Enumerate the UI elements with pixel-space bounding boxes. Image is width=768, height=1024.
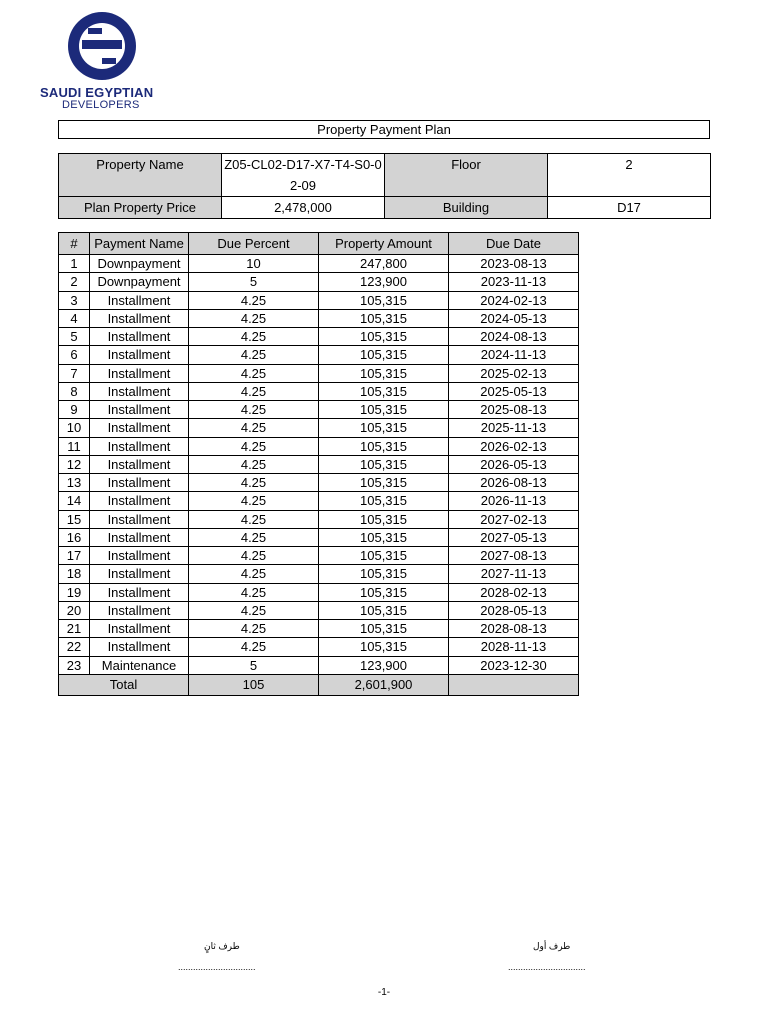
due-percent-cell: 4.25	[189, 437, 319, 455]
property-amount-header: Property Amount	[319, 233, 449, 255]
row-number-cell: 12	[59, 455, 90, 473]
property-amount-cell: 123,900	[319, 656, 449, 674]
due-percent-cell: 4.25	[189, 455, 319, 473]
due-percent-cell: 4.25	[189, 547, 319, 565]
due-date-cell: 2023-08-13	[449, 255, 579, 273]
payment-name-cell: Downpayment	[90, 255, 189, 273]
due-date-cell: 2025-02-13	[449, 364, 579, 382]
due-date-cell: 2025-08-13	[449, 401, 579, 419]
logo-text-line2: DEVELOPERS	[62, 99, 140, 111]
due-percent-cell: 4.25	[189, 474, 319, 492]
table-row	[59, 419, 579, 437]
due-date-cell: 2024-05-13	[449, 309, 579, 327]
due-date-cell: 2025-11-13	[449, 419, 579, 437]
due-percent-cell: 4.25	[189, 620, 319, 638]
property-amount-cell: 123,900	[319, 273, 449, 291]
row-number-cell: 5	[59, 328, 90, 346]
property-name-line1: Z05-CL02-D17-X7-T4-S0-0	[224, 157, 382, 172]
payment-name-cell: Installment	[90, 492, 189, 510]
due-date-cell: 2025-05-13	[449, 382, 579, 400]
due-percent-cell: 4.25	[189, 565, 319, 583]
total-empty-cell	[449, 674, 579, 695]
table-header-row	[59, 233, 579, 255]
payment-name-cell: Installment	[90, 291, 189, 309]
row-number-cell: 10	[59, 419, 90, 437]
payment-name-header: Payment Name	[90, 233, 189, 255]
property-amount-cell: 105,315	[319, 401, 449, 419]
due-date-cell: 2027-08-13	[449, 547, 579, 565]
due-percent-cell: 4.25	[189, 528, 319, 546]
logo-text-line1: SAUDI EGYPTIAN	[40, 85, 154, 100]
due-percent-cell: 4.25	[189, 601, 319, 619]
payment-name-cell: Installment	[90, 528, 189, 546]
row-number-cell: 16	[59, 528, 90, 546]
row-number-cell: 21	[59, 620, 90, 638]
property-amount-cell: 105,315	[319, 291, 449, 309]
payment-name-cell: Installment	[90, 583, 189, 601]
table-row	[59, 474, 579, 492]
payment-name-cell: Installment	[90, 455, 189, 473]
row-number-cell: 15	[59, 510, 90, 528]
property-amount-cell: 105,315	[319, 455, 449, 473]
due-date-cell: 2028-02-13	[449, 583, 579, 601]
table-row	[59, 528, 579, 546]
property-name-label: Property Name	[59, 154, 222, 197]
table-row	[59, 656, 579, 674]
due-percent-cell: 4.25	[189, 309, 319, 327]
table-row	[59, 291, 579, 309]
due-percent-cell: 4.25	[189, 492, 319, 510]
total-label: Total	[59, 674, 189, 695]
due-date-cell: 2023-11-13	[449, 273, 579, 291]
payment-name-cell: Installment	[90, 565, 189, 583]
logo-emblem-icon	[64, 10, 140, 82]
table-row	[59, 565, 579, 583]
property-amount-cell: 105,315	[319, 547, 449, 565]
row-number-cell: 11	[59, 437, 90, 455]
due-date-cell: 2027-11-13	[449, 565, 579, 583]
due-percent-cell: 4.25	[189, 510, 319, 528]
property-amount-cell: 105,315	[319, 510, 449, 528]
row-number-cell: 17	[59, 547, 90, 565]
due-date-header: Due Date	[449, 233, 579, 255]
payment-name-cell: Installment	[90, 510, 189, 528]
building-label: Building	[385, 197, 548, 219]
property-info-table	[58, 153, 711, 219]
property-amount-cell: 105,315	[319, 528, 449, 546]
table-row	[59, 255, 579, 273]
property-amount-cell: 105,315	[319, 437, 449, 455]
table-row	[59, 401, 579, 419]
table-row	[59, 620, 579, 638]
row-number-cell: 6	[59, 346, 90, 364]
property-amount-cell: 105,315	[319, 620, 449, 638]
table-row	[59, 510, 579, 528]
table-row	[59, 328, 579, 346]
due-percent-cell: 4.25	[189, 382, 319, 400]
due-date-cell: 2026-11-13	[449, 492, 579, 510]
property-amount-cell: 105,315	[319, 583, 449, 601]
due-percent-cell: 5	[189, 656, 319, 674]
payment-name-cell: Downpayment	[90, 273, 189, 291]
total-amount: 2,601,900	[319, 674, 449, 695]
table-row	[59, 309, 579, 327]
due-percent-cell: 5	[189, 273, 319, 291]
price-value: 2,478,000	[222, 197, 385, 219]
table-row	[59, 455, 579, 473]
payment-name-cell: Installment	[90, 474, 189, 492]
page-number: -1-	[377, 987, 391, 998]
payment-name-cell: Installment	[90, 364, 189, 382]
property-amount-cell: 105,315	[319, 328, 449, 346]
row-number-cell: 19	[59, 583, 90, 601]
col-number-header: #	[59, 233, 90, 255]
payment-name-cell: Installment	[90, 419, 189, 437]
table-row	[59, 346, 579, 364]
company-logo	[40, 10, 165, 110]
property-amount-cell: 105,315	[319, 492, 449, 510]
table-row	[59, 638, 579, 656]
property-amount-cell: 105,315	[319, 346, 449, 364]
payment-name-cell: Installment	[90, 601, 189, 619]
due-percent-cell: 4.25	[189, 638, 319, 656]
document-title: Property Payment Plan	[58, 120, 710, 139]
building-value: D17	[548, 197, 711, 219]
property-amount-cell: 105,315	[319, 601, 449, 619]
total-row	[59, 674, 579, 695]
row-number-cell: 23	[59, 656, 90, 674]
due-date-cell: 2027-05-13	[449, 528, 579, 546]
due-date-cell: 2028-05-13	[449, 601, 579, 619]
due-date-cell: 2028-08-13	[449, 620, 579, 638]
payment-name-cell: Installment	[90, 638, 189, 656]
due-percent-cell: 4.25	[189, 401, 319, 419]
payment-name-cell: Installment	[90, 309, 189, 327]
due-percent-header: Due Percent	[189, 233, 319, 255]
price-label: Plan Property Price	[59, 197, 222, 219]
row-number-cell: 22	[59, 638, 90, 656]
row-number-cell: 1	[59, 255, 90, 273]
property-amount-cell: 105,315	[319, 419, 449, 437]
payment-name-cell: Installment	[90, 328, 189, 346]
payment-name-cell: Installment	[90, 547, 189, 565]
property-amount-cell: 105,315	[319, 474, 449, 492]
payment-name-cell: Installment	[90, 346, 189, 364]
due-date-cell: 2026-08-13	[449, 474, 579, 492]
due-date-cell: 2026-05-13	[449, 455, 579, 473]
row-number-cell: 20	[59, 601, 90, 619]
table-row	[59, 547, 579, 565]
table-row	[59, 364, 579, 382]
payment-plan-table	[58, 232, 579, 696]
table-row	[59, 492, 579, 510]
due-date-cell: 2024-08-13	[449, 328, 579, 346]
payment-name-cell: Installment	[90, 437, 189, 455]
first-party-label: طرف أول	[533, 941, 571, 951]
payment-name-cell: Installment	[90, 620, 189, 638]
property-amount-cell: 105,315	[319, 638, 449, 656]
row-number-cell: 14	[59, 492, 90, 510]
payment-name-cell: Installment	[90, 382, 189, 400]
due-date-cell: 2024-11-13	[449, 346, 579, 364]
due-date-cell: 2027-02-13	[449, 510, 579, 528]
row-number-cell: 4	[59, 309, 90, 327]
table-row	[59, 382, 579, 400]
table-row	[59, 273, 579, 291]
row-number-cell: 18	[59, 565, 90, 583]
due-percent-cell: 10	[189, 255, 319, 273]
payment-name-cell: Maintenance	[90, 656, 189, 674]
due-percent-cell: 4.25	[189, 364, 319, 382]
due-percent-cell: 4.25	[189, 291, 319, 309]
second-party-label: طرف ثانٍ	[204, 941, 240, 951]
floor-label: Floor	[385, 154, 548, 197]
row-number-cell: 13	[59, 474, 90, 492]
table-row	[59, 583, 579, 601]
due-percent-cell: 4.25	[189, 583, 319, 601]
due-date-cell: 2028-11-13	[449, 638, 579, 656]
due-date-cell: 2023-12-30	[449, 656, 579, 674]
property-amount-cell: 105,315	[319, 364, 449, 382]
payment-name-cell: Installment	[90, 401, 189, 419]
second-party-signature-line: ...............................	[178, 962, 256, 972]
property-amount-cell: 247,800	[319, 255, 449, 273]
row-number-cell: 7	[59, 364, 90, 382]
table-row	[59, 601, 579, 619]
table-row	[59, 437, 579, 455]
row-number-cell: 3	[59, 291, 90, 309]
due-date-cell: 2024-02-13	[449, 291, 579, 309]
property-amount-cell: 105,315	[319, 382, 449, 400]
property-amount-cell: 105,315	[319, 565, 449, 583]
property-name-value	[222, 154, 385, 197]
row-number-cell: 9	[59, 401, 90, 419]
due-percent-cell: 4.25	[189, 328, 319, 346]
row-number-cell: 8	[59, 382, 90, 400]
property-name-line2: 2-09	[289, 178, 317, 193]
property-amount-cell: 105,315	[319, 309, 449, 327]
total-percent: 105	[189, 674, 319, 695]
row-number-cell: 2	[59, 273, 90, 291]
due-percent-cell: 4.25	[189, 346, 319, 364]
due-percent-cell: 4.25	[189, 419, 319, 437]
first-party-signature-line: ...............................	[508, 962, 586, 972]
due-date-cell: 2026-02-13	[449, 437, 579, 455]
floor-value: 2	[548, 154, 711, 197]
